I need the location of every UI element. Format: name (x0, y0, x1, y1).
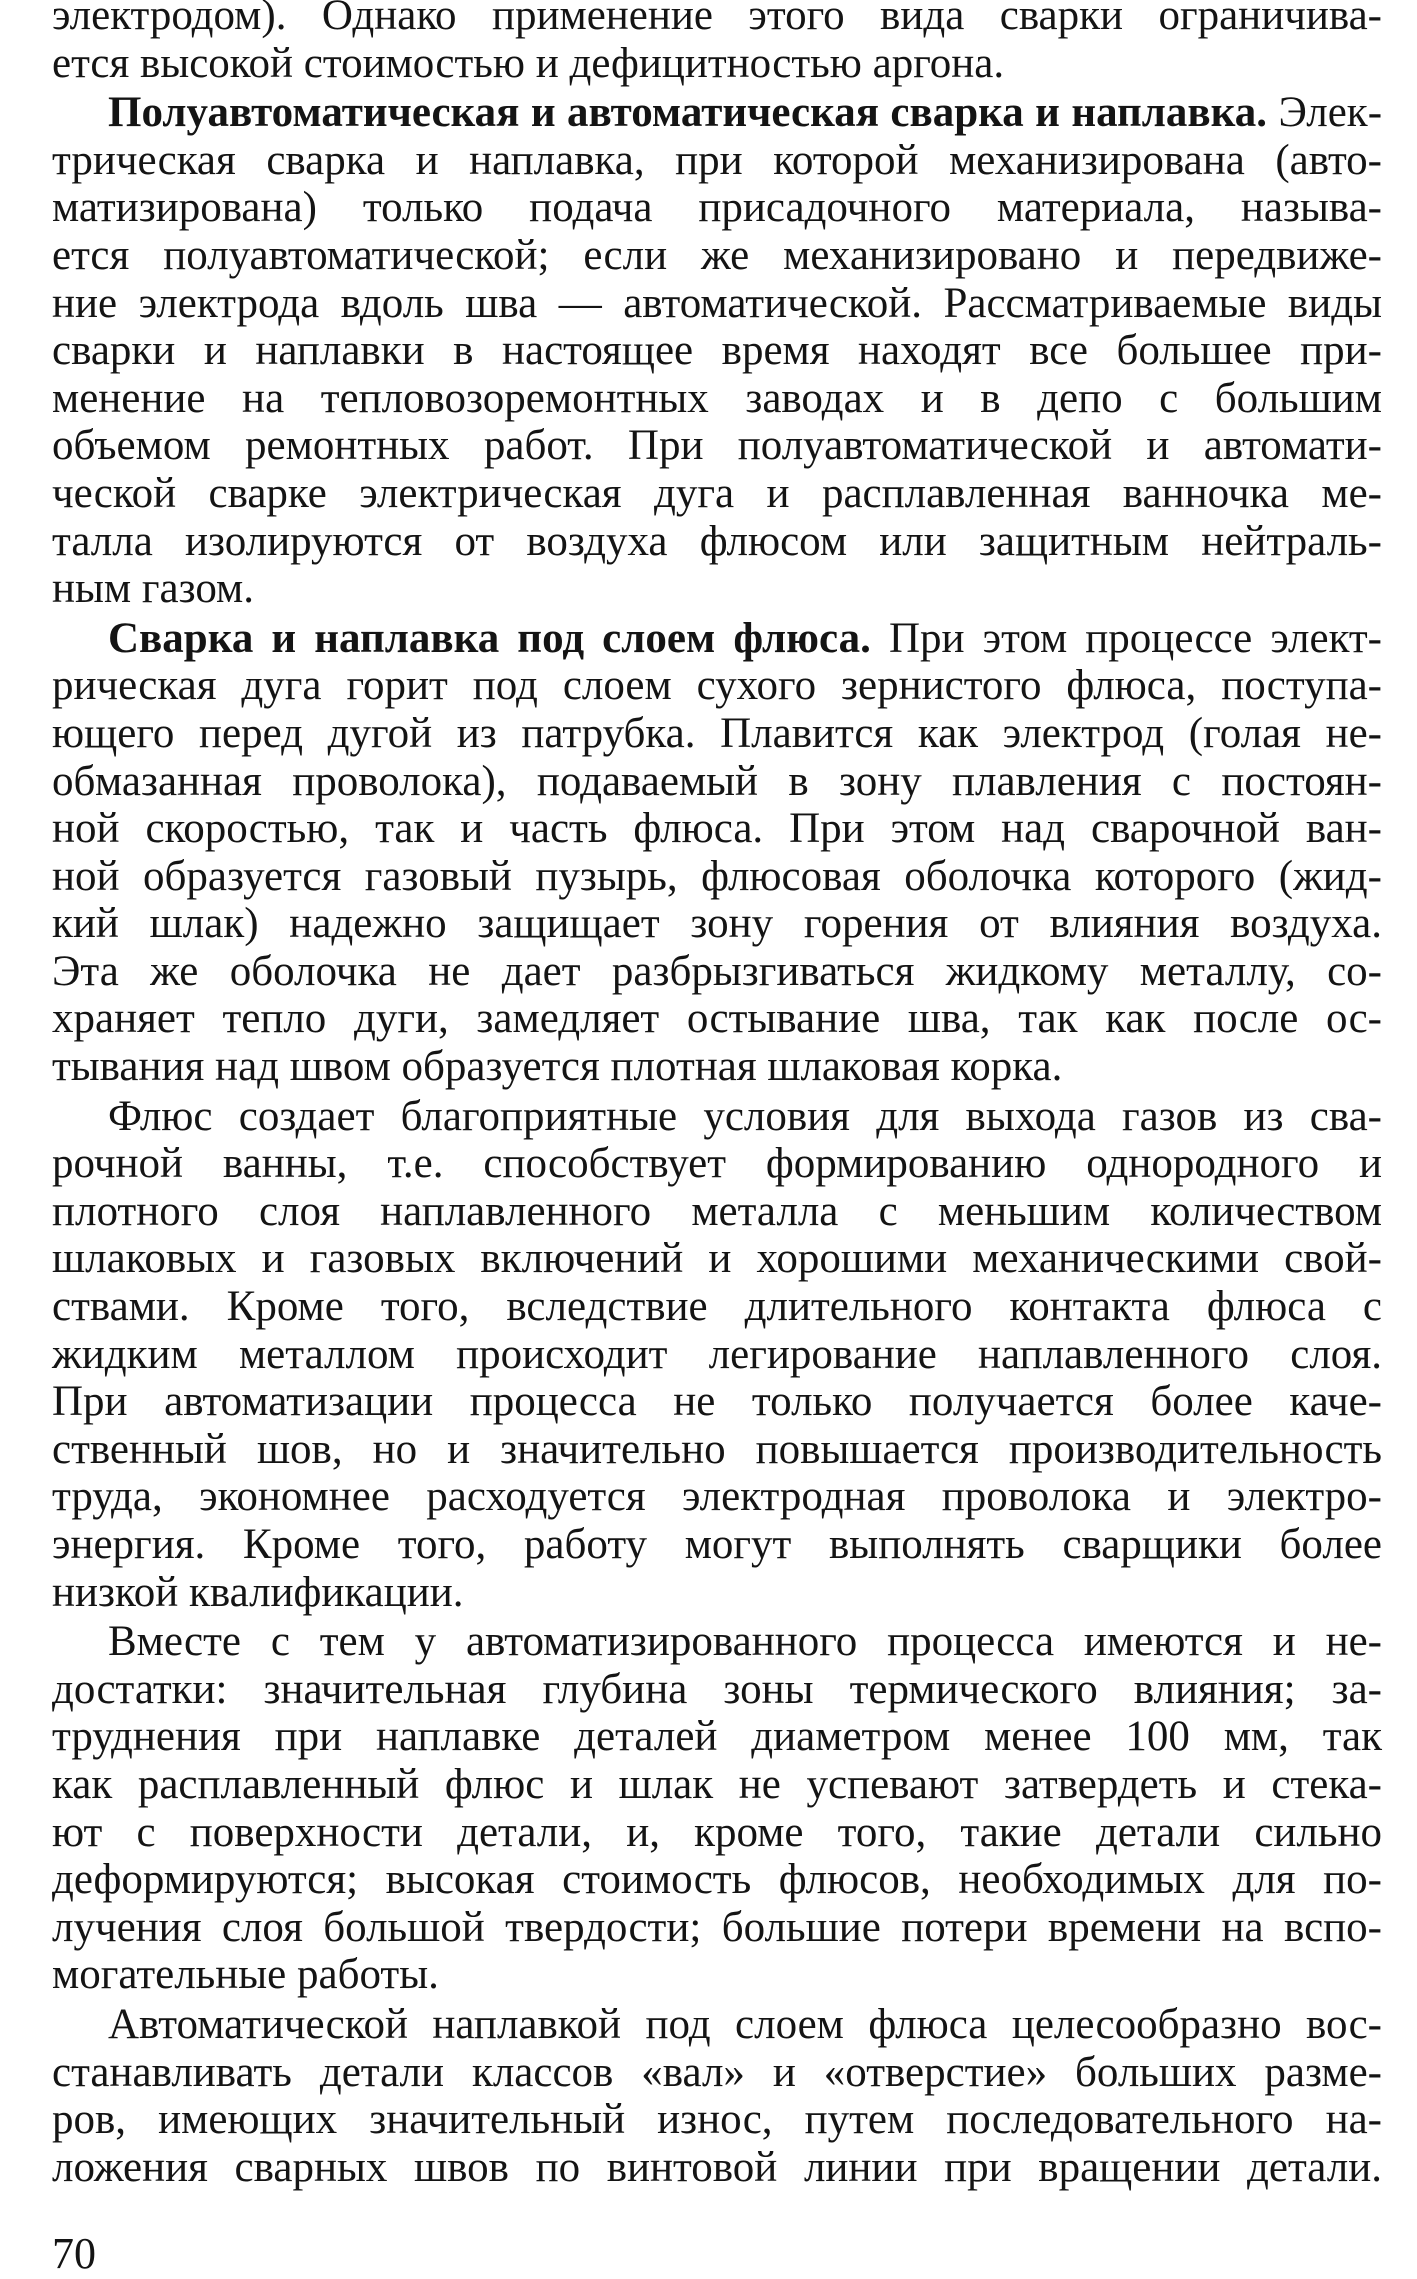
paragraph (52, 2001, 1382, 2191)
text-line: Флюс создает благоприятные условия для выхода газов из сва- (108, 1092, 1382, 1140)
text-line: рочной ванны, т.е. способствует формированию однородного и (52, 1140, 1382, 1188)
text-line: сварки и наплавки в настоящее время находят все большее при- (52, 327, 1382, 375)
paragraph (52, 1618, 1382, 1999)
text-line: талла изолируются от воздуха флюсом или защитным нейтраль- (52, 517, 1382, 565)
text-line: рическая дуга горит под слоем сухого зернистого флюса, поступа- (52, 662, 1382, 710)
text-line: ется полуавтоматической; если же механизировано и передвиже- (52, 231, 1382, 279)
text-line: тывания над швом образуется плотная шлаковая корка. (52, 1043, 1063, 1091)
text-line: труда, экономнее расходуется электродная проволока и электро- (52, 1473, 1382, 1521)
text-line: объемом ремонтных работ. При полуавтоматической и автомати- (52, 422, 1382, 470)
text-line: ют с поверхности детали, и, кроме того, такие детали сильно (52, 1808, 1382, 1856)
text-line: ложения сварных швов по винтовой линии при вращении детали. (52, 2143, 1382, 2191)
paragraph (52, 89, 1382, 613)
text-line: Автоматической наплавкой под слоем флюса целесообразно вос- (108, 2000, 1382, 2048)
page-number: 70 (52, 2229, 96, 2278)
text-line: ющего перед дугой из патрубка. Плавится как электрод (голая не- (52, 709, 1382, 757)
text-line: храняет тепло дуги, замедляет остывание шва, так как после ос- (52, 995, 1382, 1043)
text-line: Вместе с тем у автоматизированного процесса имеются и не- (108, 1618, 1382, 1666)
text-line: станавливать детали классов «вал» и «отверстие» больших разме- (52, 2048, 1382, 2096)
text-line: ной скоростью, так и часть флюса. При этом над сварочной ван- (52, 805, 1382, 853)
text-line (52, 615, 1382, 663)
text-line: низкой квалификации. (52, 1568, 464, 1616)
page-body (52, 0, 1382, 2191)
text-line: ров, имеющих значительный износ, путем последовательного на- (52, 2096, 1382, 2144)
text-line: ной образуется газовый пузырь, флюсовая оболочка которого (жид- (52, 852, 1382, 900)
text-line: ствами. Кроме того, вследствие длительного контакта флюса с (52, 1283, 1382, 1331)
section-heading: Полуавтоматическая и автоматическая сварка и наплавка. (108, 89, 1268, 137)
text-line: кий шлак) надежно защищает зону горения от влияния воздуха. (52, 900, 1382, 948)
text-line: трическая сварка и наплавка, при которой механизирована (авто- (52, 136, 1382, 184)
text-line (52, 89, 1382, 137)
text-line: ным газом. (52, 565, 254, 613)
text-line: труднения при наплавке деталей диаметром менее 100 мм, так (52, 1713, 1382, 1761)
text-line: электродом). Однако применение этого вида сварки ограничива- (52, 0, 1382, 39)
text-fragment: При этом процессе элект- (888, 614, 1383, 662)
text-line: жидким металлом происходит легирование наплавленного слоя. (52, 1330, 1382, 1378)
text-line: могательные работы. (52, 1951, 439, 1999)
text-line: шлаковых и газовых включений и хорошими механическими свой- (52, 1235, 1382, 1283)
text-line: энергия. Кроме того, работу могут выполнять сварщики более (52, 1521, 1382, 1568)
text-line: менение на тепловозоремонтных заводах и в депо с большим (52, 374, 1382, 422)
text-line: обмазанная проволока), подаваемый в зону плавления с постоян- (52, 757, 1382, 805)
text-line: ется высокой стоимостью и дефицитностью аргона. (52, 39, 1005, 87)
text-line: деформируются; высокая стоимость флюсов, необходимых для по- (52, 1856, 1382, 1904)
text-line: как расплавленный флюс и шлак не успевают затвердеть и стека- (52, 1760, 1382, 1808)
text-line: ственный шов, но и значительно повышается производительность (52, 1425, 1382, 1473)
text-line: плотного слоя наплавленного металла с меньшим количеством (52, 1187, 1382, 1235)
paragraph (52, 0, 1382, 87)
paragraph (52, 615, 1382, 1091)
paragraph (52, 1093, 1382, 1617)
text-fragment: Элек- (1278, 89, 1383, 137)
text-line: ческой сварке электрическая дуга и расплавленная ванночка ме- (52, 469, 1382, 517)
text-line: Эта же оболочка не дает разбрызгиваться жидкому металлу, со- (52, 947, 1382, 995)
text-line: лучения слоя большой твердости; большие потери времени на вспо- (52, 1903, 1382, 1951)
section-heading: Сварка и наплавка под слоем флюса. (108, 614, 871, 662)
text-line: матизирована) только подача присадочного материала, называ- (52, 184, 1382, 232)
text-line: При автоматизации процесса не только получается более каче- (52, 1378, 1382, 1426)
text-line: достатки: значительная глубина зоны термического влияния; за- (52, 1665, 1382, 1713)
text-line: ние электрода вдоль шва — автоматической. Рассматриваемые виды (52, 279, 1382, 327)
